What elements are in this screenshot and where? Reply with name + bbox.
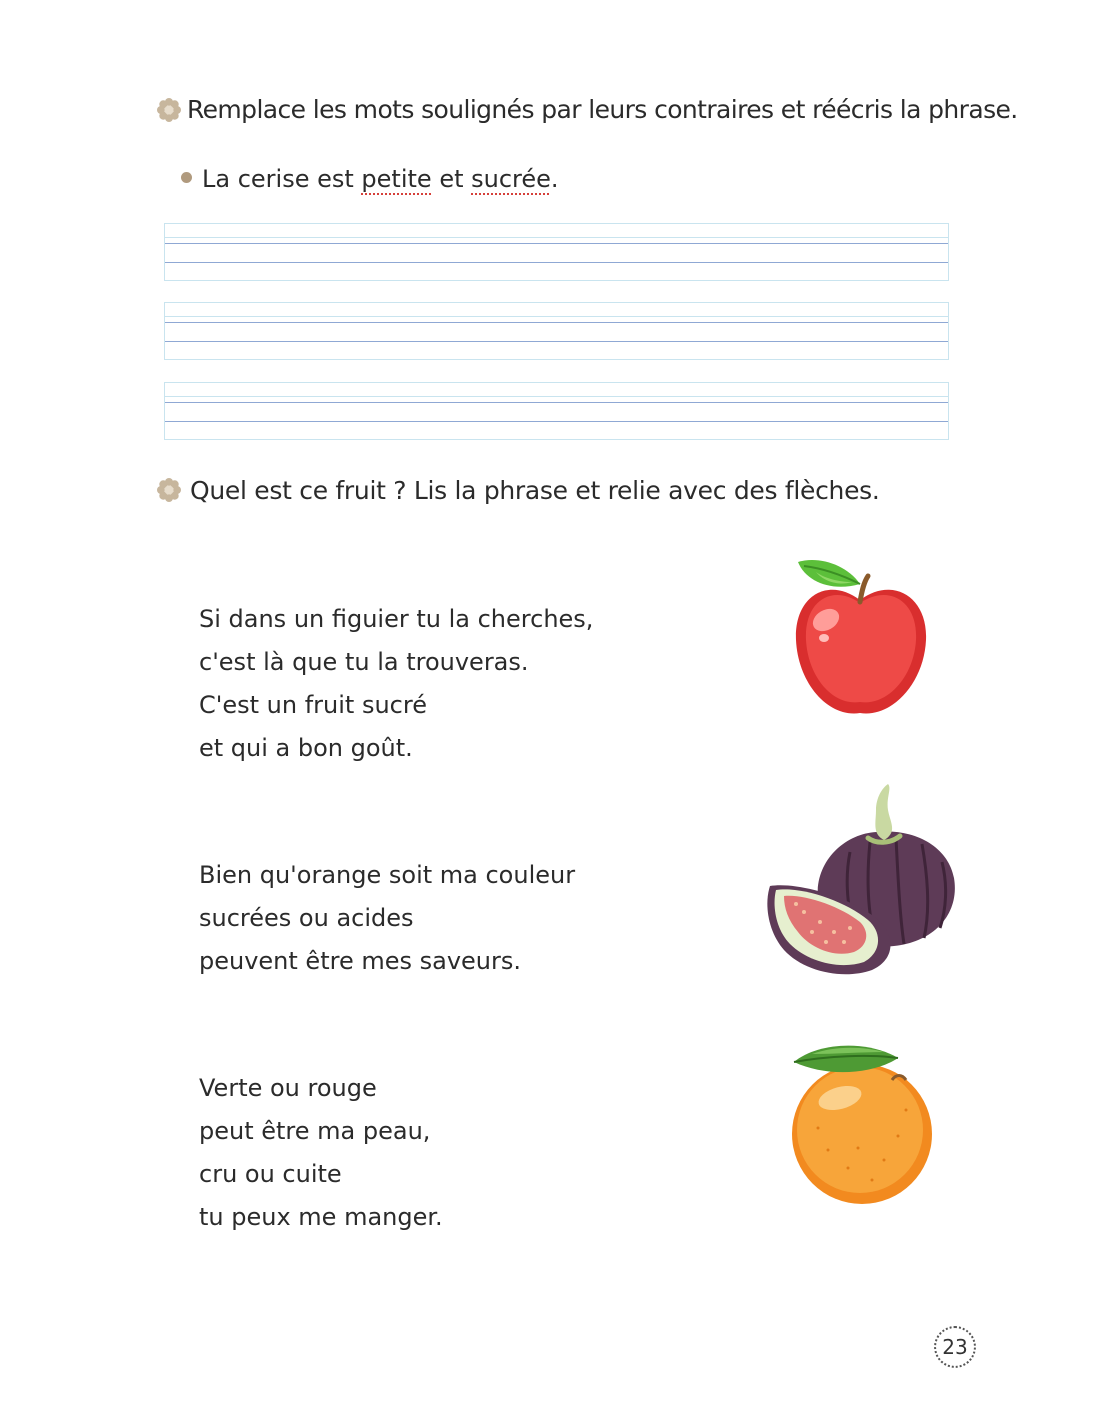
riddle-line: et qui a bon goût.	[199, 734, 413, 762]
exercise1-instruction: Remplace les mots soulignés par leurs contraires et réécris la phrase.	[187, 95, 1018, 124]
sentence-text: La cerise est	[202, 165, 362, 193]
sentence-text: .	[550, 165, 559, 193]
exercise2-instruction: Quel est ce fruit ? Lis la phrase et relie avec des flèches.	[190, 476, 880, 505]
page-number: 23	[934, 1326, 976, 1368]
riddle-line: peuvent être mes saveurs.	[199, 947, 522, 975]
apple-icon[interactable]	[788, 548, 933, 723]
riddle-line: cru ou cuite	[199, 1160, 342, 1188]
riddle-line: C'est un fruit sucré	[199, 691, 427, 719]
underlined-word-sucree: sucrée	[471, 165, 551, 193]
riddle-2	[199, 854, 575, 983]
riddle-line: tu peux me manger.	[199, 1203, 443, 1231]
riddle-line: Verte ou rouge	[199, 1074, 377, 1102]
orange-icon[interactable]	[788, 1040, 936, 1206]
riddle-line: sucrées ou acides	[199, 904, 414, 932]
flower-icon	[156, 477, 182, 503]
bullet-icon	[181, 172, 192, 183]
sentence-text: et	[431, 165, 472, 193]
underlined-word-petite: petite	[361, 165, 432, 193]
writing-lines-2[interactable]	[164, 302, 949, 360]
writing-lines-1[interactable]	[164, 223, 949, 281]
exercise1-sentence	[181, 165, 559, 193]
riddle-1	[199, 598, 593, 770]
flower-icon	[156, 97, 182, 123]
riddle-line: Bien qu'orange soit ma couleur	[199, 861, 576, 889]
writing-lines-3[interactable]	[164, 382, 949, 440]
fig-icon[interactable]	[764, 782, 960, 980]
riddle-3	[199, 1067, 443, 1239]
riddle-line: peut être ma peau,	[199, 1117, 431, 1145]
riddle-line: Si dans un figuier tu la cherches,	[199, 605, 594, 633]
riddle-line: c'est là que tu la trouveras.	[199, 648, 529, 676]
